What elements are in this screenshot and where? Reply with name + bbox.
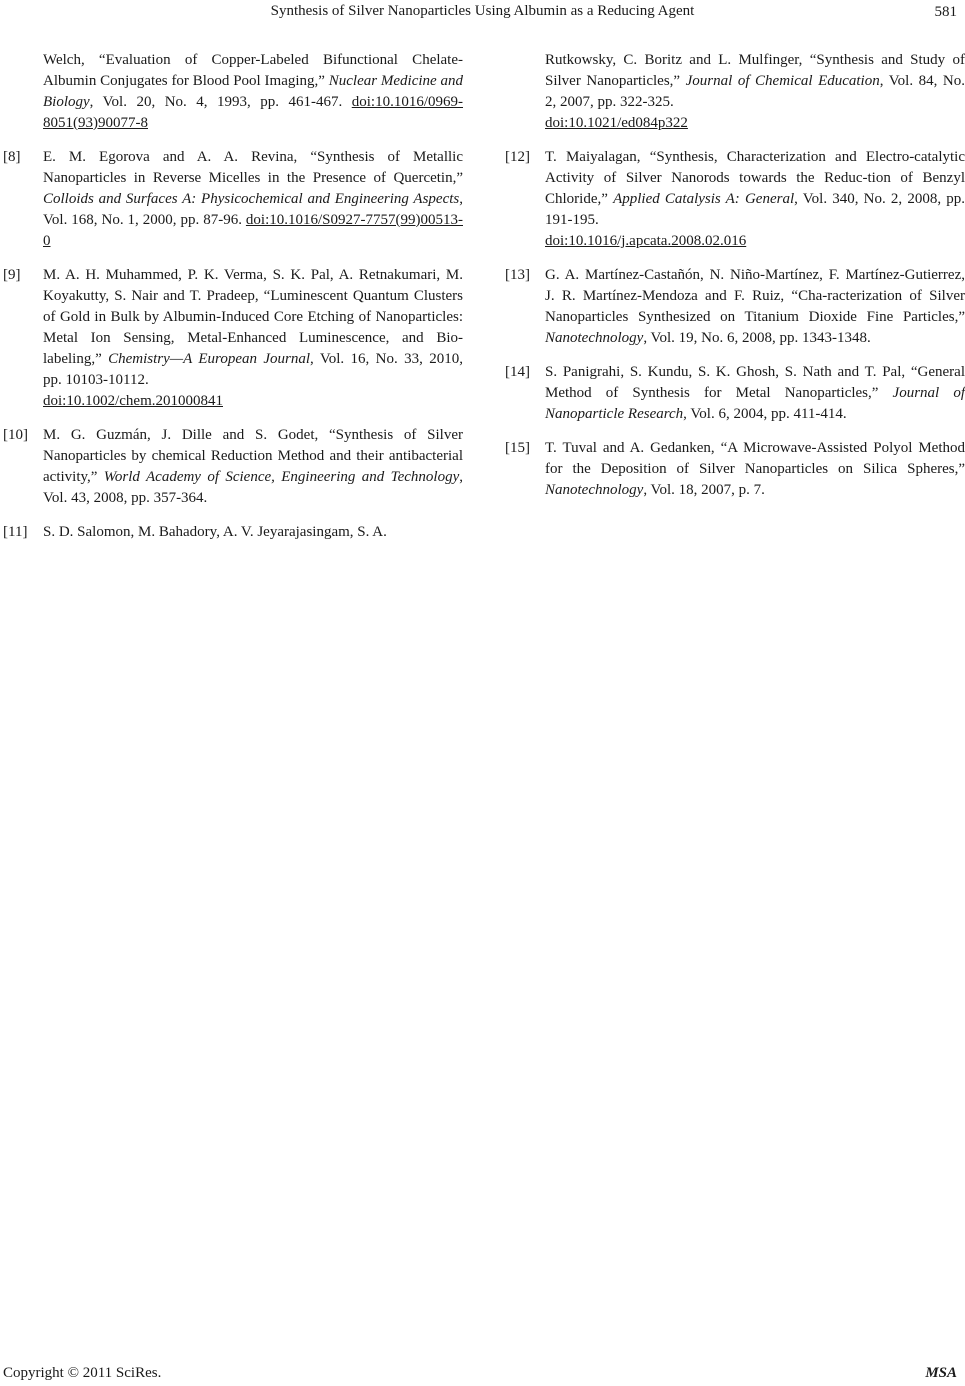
reference-text: M. A. H. Muhammed, P. K. Verma, S. K. Pal, A. Retnakumari, M. Koyakutty, S. Nair and T. Pradeep, “Luminescent Quantum Clusters of Gold in Bulk by Albumin-Induced Core Etching of Nanoparticles: Metal Ion Sensing, Metal-Enhanced Luminescence, and Bio-labeling,” xyxy=(43,267,463,367)
reference-number: [9] xyxy=(3,267,21,283)
reference-doi-link[interactable]: doi:10.1021/ed084p322 xyxy=(545,115,688,131)
reference-doi-link[interactable]: doi:10.1016/S0927-7757(99)00513-0 xyxy=(43,212,463,249)
reference-text: M. G. Guzmán, J. Dille and S. Godet, “Synthesis of Silver Nanoparticles by chemical Reduction Method and their antibacterial activity,” xyxy=(43,427,463,485)
reference-text: Rutkowsky, C. Boritz and L. Mulfinger, “Synthesis and Study of Silver Nanoparticles,” xyxy=(545,52,965,89)
left-column xyxy=(3,50,463,556)
reference-item xyxy=(3,50,463,134)
reference-text: G. A. Martínez-Castañón, N. Niño-Martínez, F. Martínez-Gutierrez, J. R. Martínez-Mendoza and F. Ruiz, “Cha-racterization of Silver Nanoparticles Synthesized on Titanium Dioxide Fine Particles,” xyxy=(545,267,965,325)
reference-journal: Applied Catalysis A: General xyxy=(613,191,795,207)
reference-number: [10] xyxy=(3,427,28,443)
reference-journal: Nanotechnology xyxy=(545,330,644,346)
running-header-title: Synthesis of Silver Nanoparticles Using Albumin as a Reducing Agent xyxy=(270,3,695,19)
reference-item xyxy=(505,265,965,349)
right-column xyxy=(505,50,965,514)
reference-item xyxy=(3,147,463,252)
reference-journal: Chemistry—A European Journal xyxy=(108,351,311,367)
reference-text: T. Tuval and A. Gedanken, “A Microwave-Assisted Polyol Method for the Deposition of Silver Nanoparticles on Silica Spheres,” xyxy=(545,440,965,477)
reference-item xyxy=(3,425,463,509)
reference-details: , Vol. 19, No. 6, 2008, pp. 1343-1348. xyxy=(643,330,871,346)
reference-text: S. D. Salomon, M. Bahadory, A. V. Jeyarajasingam, S. A. xyxy=(43,524,387,540)
reference-doi-link[interactable]: doi:10.1002/chem.201000841 xyxy=(43,393,223,409)
reference-doi-link[interactable]: doi:10.1016/0969-8051(93)90077-8 xyxy=(43,94,463,131)
reference-journal: Journal of Nanoparticle Research xyxy=(545,385,965,422)
page-number: 581 xyxy=(934,4,957,20)
reference-details: , Vol. 18, 2007, p. 7. xyxy=(643,482,765,498)
reference-details: , Vol. 168, No. 1, 2000, pp. 87-96. xyxy=(43,191,463,228)
reference-item xyxy=(3,265,463,412)
reference-number: [14] xyxy=(505,364,530,380)
reference-item xyxy=(505,50,965,134)
reference-number: [8] xyxy=(3,149,21,165)
reference-number: [11] xyxy=(3,524,28,540)
reference-item xyxy=(3,522,463,543)
reference-text: Welch, “Evaluation of Copper-Labeled Bifunctional Chelate-Albumin Conjugates for Blood Pool Imaging,” xyxy=(43,52,463,89)
reference-details: , Vol. 84, No. 2, 2007, pp. 322-325. xyxy=(545,73,965,110)
reference-details: , Vol. 43, 2008, pp. 357-364. xyxy=(43,469,463,506)
footer-copyright: Copyright © 2011 SciRes. xyxy=(3,1365,162,1381)
reference-number: [15] xyxy=(505,440,530,456)
reference-item xyxy=(505,147,965,252)
reference-journal: Nuclear Medicine and Biology xyxy=(43,73,463,110)
reference-text: T. Maiyalagan, “Synthesis, Characterization and Electro-catalytic Activity of Silver Nanorods towards the Reduc-tion of Benzyl Chloride,” xyxy=(545,149,965,207)
reference-journal: Colloids and Surfaces A: Physicochemical and Engineering Aspects xyxy=(43,191,460,207)
reference-details: , Vol. 20, No. 4, 1993, pp. 461-467. xyxy=(89,94,352,110)
reference-journal: Journal of Chemical Education xyxy=(685,73,880,89)
reference-text: E. M. Egorova and A. A. Revina, “Synthesis of Metallic Nanoparticles in Reverse Micelles in the Presence of Quercetin,” xyxy=(43,149,463,186)
reference-doi-link[interactable]: doi:10.1016/j.apcata.2008.02.016 xyxy=(545,233,747,249)
reference-item xyxy=(505,362,965,425)
reference-journal: Nanotechnology xyxy=(545,482,644,498)
footer-journal-abbrev: MSA xyxy=(925,1365,957,1381)
reference-text: S. Panigrahi, S. Kundu, S. K. Ghosh, S. Nath and T. Pal, “General Method of Synthesis for Metal Nanoparticles,” xyxy=(545,364,965,401)
reference-number: [13] xyxy=(505,267,530,283)
reference-number: [12] xyxy=(505,149,530,165)
reference-details: , Vol. 340, No. 2, 2008, pp. 191-195. xyxy=(545,191,965,228)
reference-item xyxy=(505,438,965,501)
reference-details: , Vol. 6, 2004, pp. 411-414. xyxy=(683,406,847,422)
reference-details: , Vol. 16, No. 33, 2010, pp. 10103-10112. xyxy=(43,351,463,388)
reference-journal: World Academy of Science, Engineering and Technology xyxy=(103,469,460,485)
